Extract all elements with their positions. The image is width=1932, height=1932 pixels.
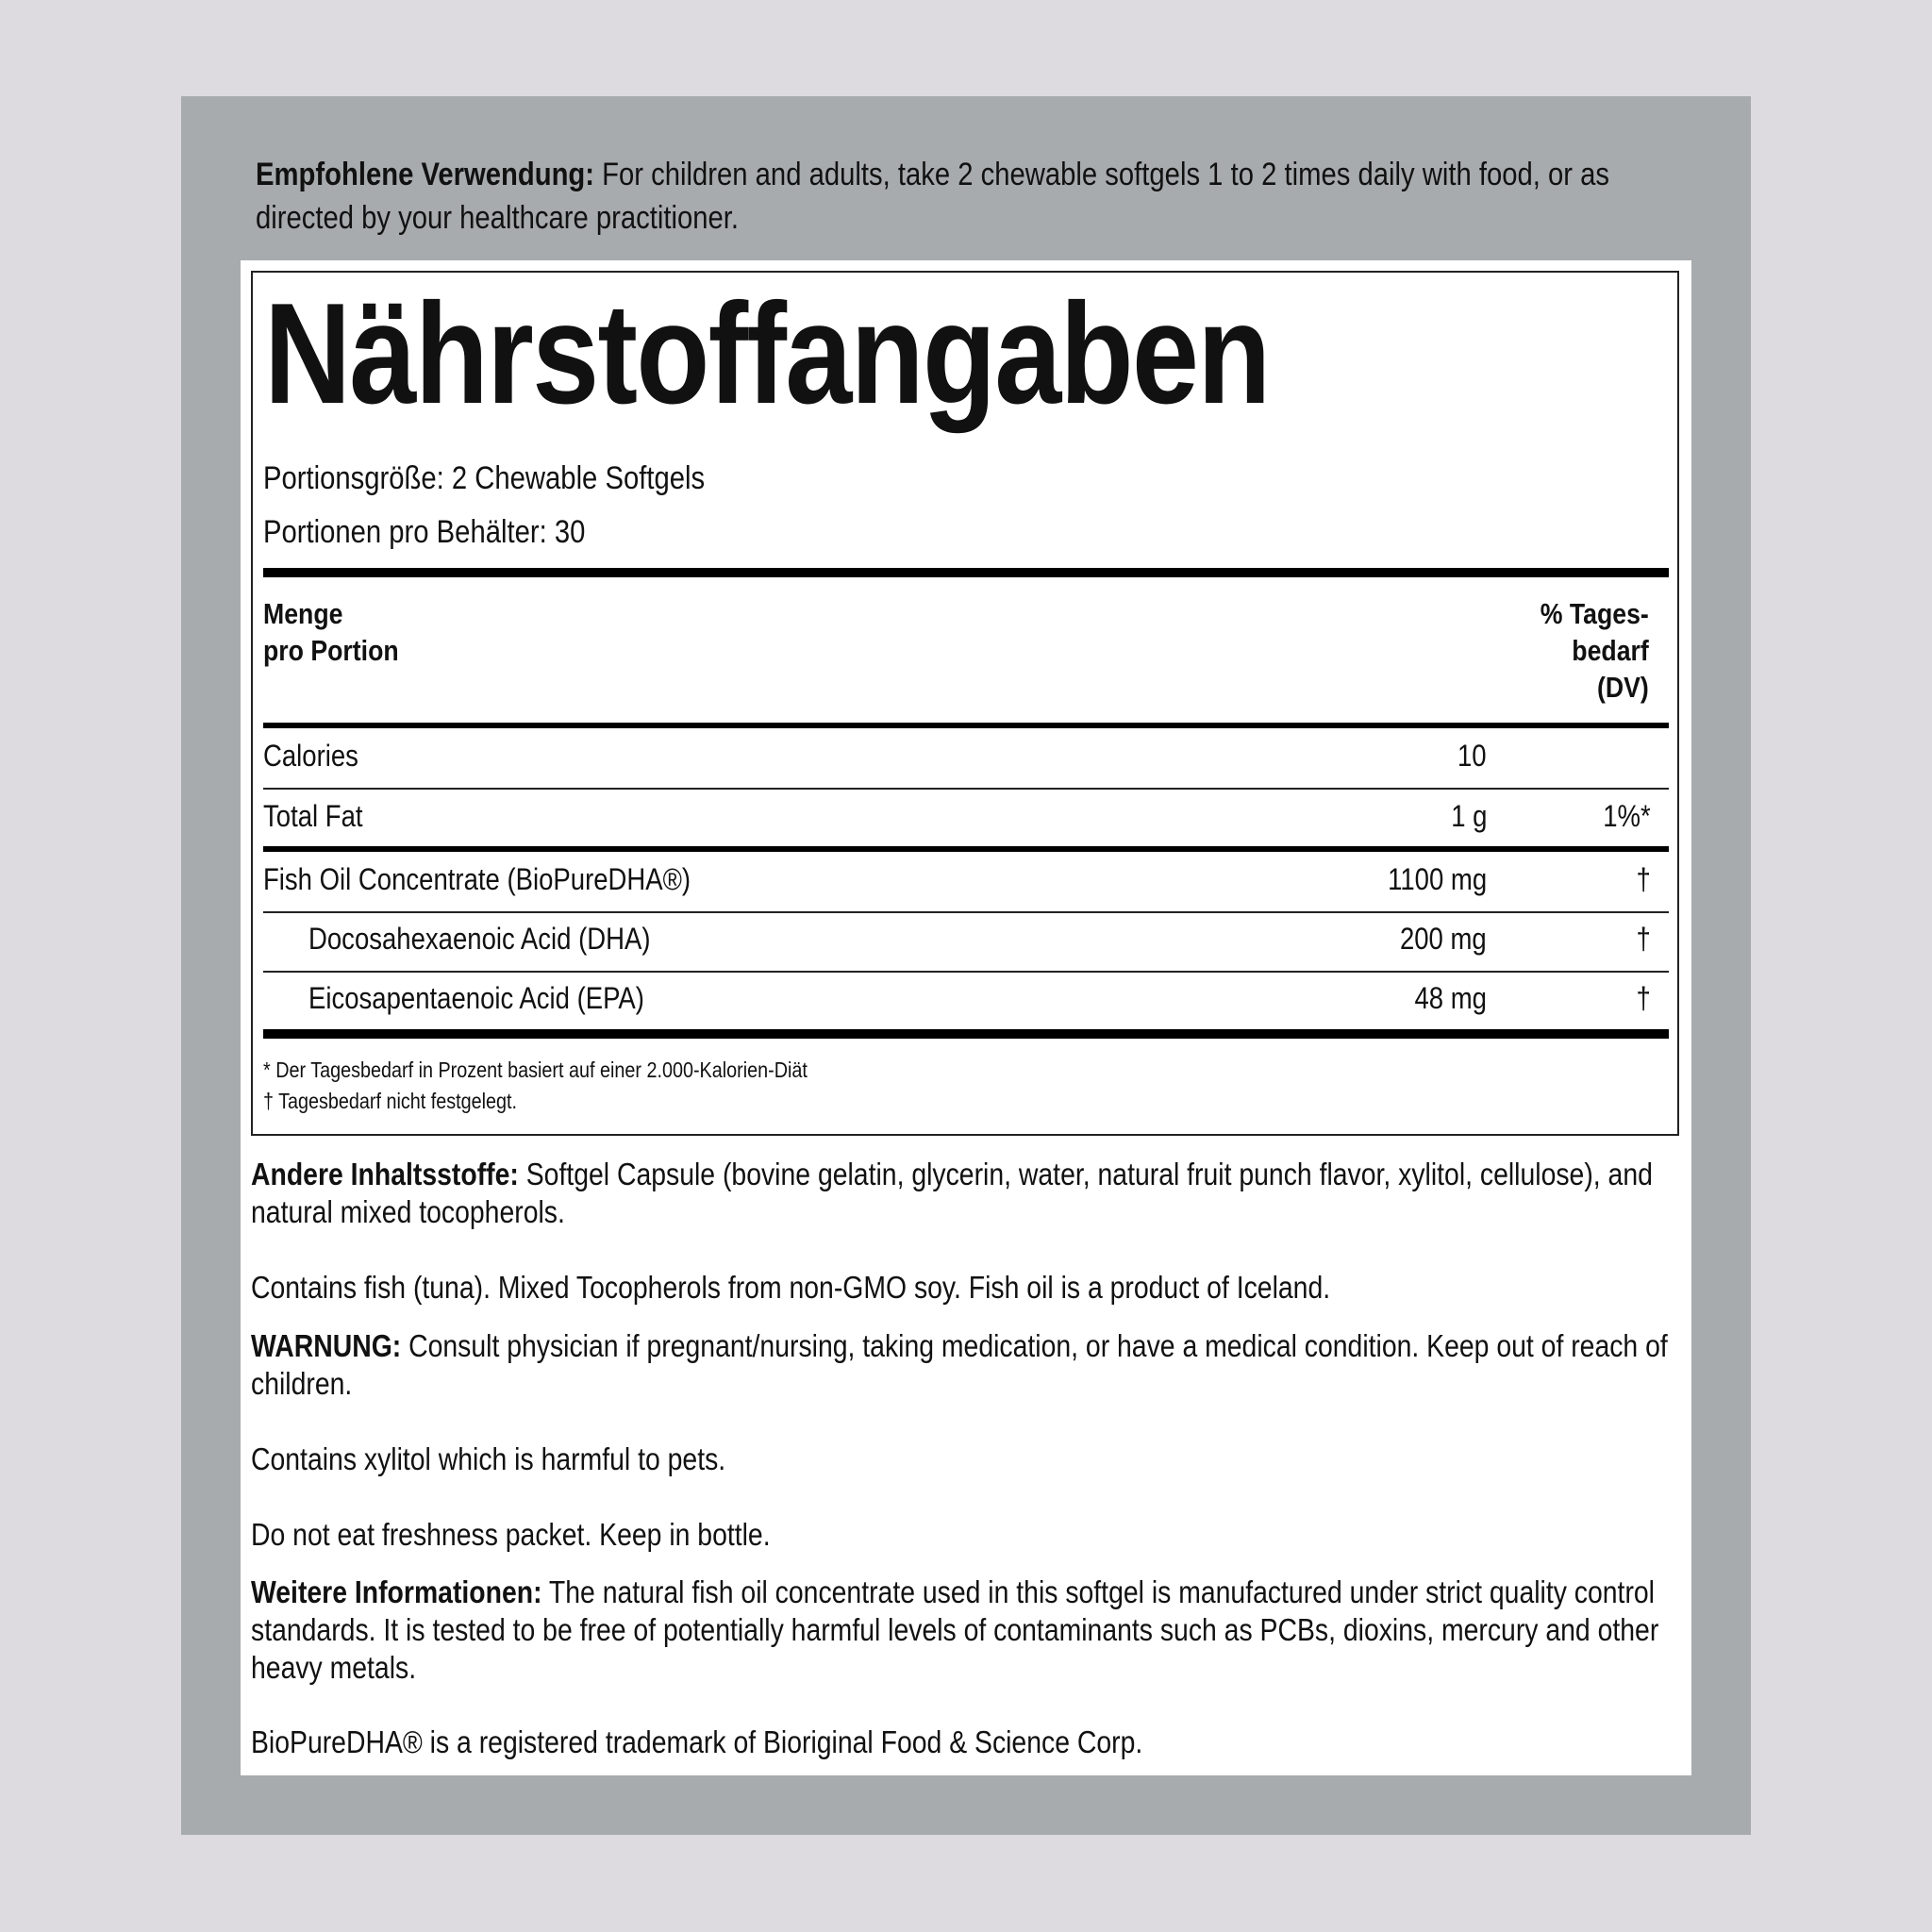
warning <box>251 1327 1695 1403</box>
row-dv: † <box>1636 922 1651 956</box>
row-amount: 10 <box>1457 739 1487 773</box>
row-amount: 200 mg <box>1400 922 1487 956</box>
row-name: Total Fat <box>263 799 363 833</box>
nutrition-facts-title: Nährstoffangaben <box>264 274 1270 434</box>
header-divider <box>263 723 1669 728</box>
row-divider <box>263 911 1669 913</box>
row-dv: † <box>1636 862 1651 896</box>
footnote-daily-value: * Der Tagesbedarf in Prozent basiert auf einer 2.000-Kalorien-Diät <box>263 1058 808 1082</box>
thick-divider <box>263 568 1669 577</box>
recommended-use-text: For children and adults, take 2 chewable softgels 1 to 2 times daily with food, or as directed by your healthcare practitioner. <box>256 157 1610 236</box>
row-divider <box>263 788 1669 790</box>
trademark-note: BioPureDHA® is a registered trademark of Bioriginal Food & Science Corp. <box>251 1724 1143 1759</box>
dv-header-line-1: % Tages- <box>1540 597 1649 630</box>
row-name: Fish Oil Concentrate (BioPureDHA®) <box>263 862 691 896</box>
amount-per-serving-header <box>263 595 399 669</box>
freshness-note: Do not eat freshness packet. Keep in bottle. <box>251 1517 771 1552</box>
row-name: Calories <box>263 739 358 773</box>
row-amount: 48 mg <box>1414 981 1487 1015</box>
recommended-use-label: Empfohlene Verwendung: <box>256 157 595 192</box>
amount-header-line-2: pro Portion <box>263 634 399 667</box>
row-amount: 1 g <box>1450 799 1487 833</box>
contains-statement: Contains fish (tuna). Mixed Tocopherols from non-GMO soy. Fish oil is a product of Iceland. <box>251 1270 1331 1305</box>
daily-value-header <box>1541 595 1649 706</box>
more-information-label: Weitere Informationen: <box>251 1574 542 1609</box>
dv-header-line-3: (DV) <box>1597 671 1649 704</box>
row-dv: † <box>1636 981 1651 1015</box>
bottom-thick-divider <box>263 1029 1669 1039</box>
row-name: Docosahexaenoic Acid (DHA) <box>308 922 651 956</box>
other-ingredients-label: Andere Inhaltsstoffe: <box>251 1157 519 1191</box>
dv-header-line-2: bedarf <box>1572 634 1649 667</box>
row-divider <box>263 971 1669 973</box>
more-information <box>251 1574 1695 1687</box>
other-ingredients-text: Softgel Capsule (bovine gelatin, glycerin, water, natural fruit punch flavor, xylitol, cellulose), and natural mixed tocopherols. <box>251 1157 1653 1229</box>
servings-per-container: Portionen pro Behälter: 30 <box>263 514 586 550</box>
footnote-not-established: † Tagesbedarf nicht festgelegt. <box>263 1089 518 1113</box>
section-divider <box>263 846 1669 852</box>
serving-size: Portionsgröße: 2 Chewable Softgels <box>263 460 706 496</box>
xylitol-note: Contains xylitol which is harmful to pets. <box>251 1441 726 1476</box>
other-ingredients <box>251 1156 1695 1231</box>
amount-header-line-1: Menge <box>263 597 343 630</box>
recommended-use <box>256 153 1691 240</box>
warning-label: WARNUNG: <box>251 1328 402 1363</box>
row-name: Eicosapentaenoic Acid (EPA) <box>308 981 644 1015</box>
row-dv: 1%* <box>1603 799 1651 833</box>
row-amount: 1100 mg <box>1387 862 1487 896</box>
more-information-text: The natural fish oil concentrate used in this softgel is manufactured under strict quality control standards. It is tested to be free of potentially harmful levels of contaminants such as PCBs, dioxins, mercury and other heavy metals. <box>251 1574 1659 1685</box>
warning-text: Consult physician if pregnant/nursing, taking medication, or have a medical condition. Keep out of reach of children. <box>251 1328 1668 1401</box>
